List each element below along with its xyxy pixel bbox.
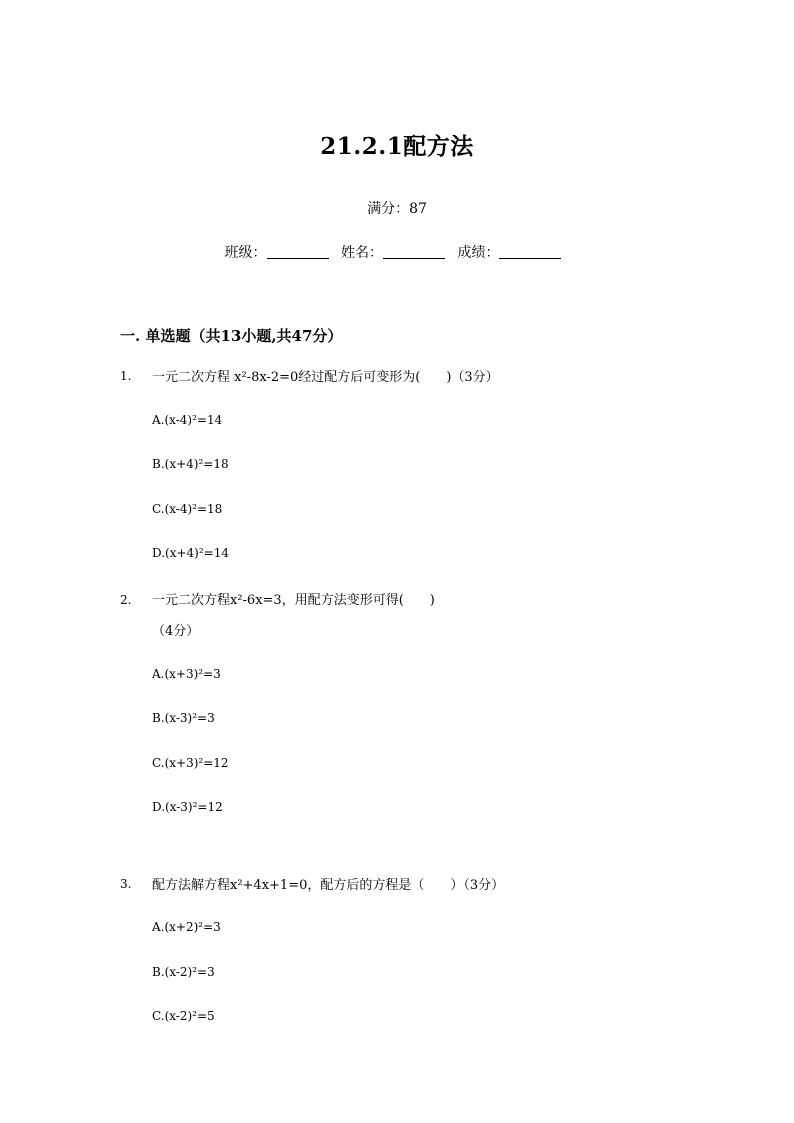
question-number: 3. (120, 877, 132, 891)
option-d: D.(x+4)²=14 (152, 546, 229, 560)
class-blank (267, 244, 329, 259)
option-b: B.(x-3)²=3 (152, 711, 215, 725)
option-b: B.(x+4)²=18 (152, 457, 229, 471)
option-a: A.(x+3)²=3 (152, 667, 221, 681)
question-stem: 一元二次方程 x²-8x-2=0经过配方后可变形为( )（3分） (152, 370, 499, 385)
option-d: D.(x-3)²=12 (152, 800, 223, 814)
option-a: A.(x-4)²=14 (152, 413, 223, 427)
student-info-row (0, 242, 794, 262)
option-b: B.(x-2)²=3 (152, 965, 215, 979)
option-c: C.(x+3)²=12 (152, 756, 229, 770)
grade-blank (499, 244, 561, 259)
name-blank (383, 244, 445, 259)
option-c: C.(x-2)²=5 (152, 1009, 215, 1023)
option-c: C.(x-4)²=18 (152, 502, 223, 516)
class-label: 班级： (224, 245, 267, 261)
name-label: 姓名： (341, 245, 383, 261)
option-a: A.(x+2)²=3 (152, 920, 221, 934)
question-points: （4分） (152, 624, 200, 639)
question-number: 1. (120, 369, 132, 383)
question-number: 2. (120, 593, 132, 607)
page-title: 21.2.1配方法 (320, 133, 474, 160)
section-heading: 一. 单选题（共13小题,共47分） (120, 327, 343, 345)
grade-label: 成绩： (457, 245, 500, 261)
question-stem: 一元二次方程x²-6x=3，用配方法变形可得( ) (152, 593, 435, 608)
question-stem: 配方法解方程x²+4x+1=0，配方后的方程是（ ）（3分） (152, 878, 505, 893)
total-score: 满分：87 (367, 201, 427, 217)
